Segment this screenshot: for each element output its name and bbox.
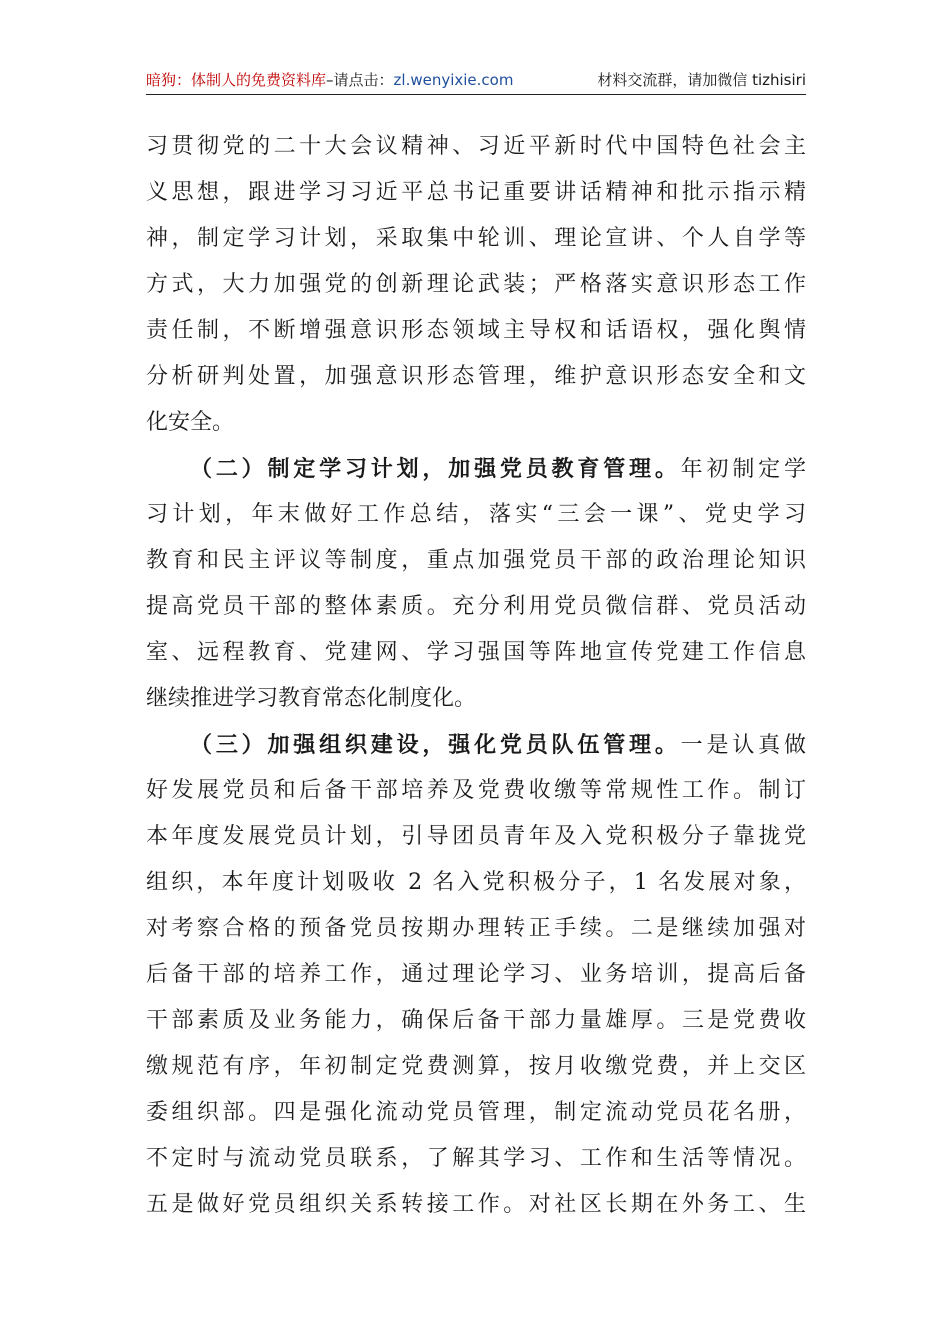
paragraph-line: 干部素质及业务能力，确保后备干部力量雄厚。三是党费收: [146, 1008, 806, 1033]
paragraph-line: 义思想，跟进学习习近平总书记重要讲话精神和批示指示精: [146, 180, 806, 205]
section-heading-2: （二）制定学习计划，加强党员教育管理。: [190, 456, 681, 482]
header-brand: 暗狗：体制人的免费资料库: [146, 71, 327, 89]
paragraph-line: 后备干部的培养工作，通过理论学习、业务培训，提高后备: [146, 962, 806, 987]
paragraph-line: 缴规范有序，年初制定党费测算，按月收缴党费，并上交区: [146, 1054, 806, 1079]
paragraph-line: 不定时与流动党员联系，了解其学习、工作和生活等情况。: [146, 1146, 806, 1171]
paragraph-first-line: [146, 722, 806, 768]
header-click-label: –请点击：: [326, 71, 394, 89]
paragraph-line: 化安全。: [146, 410, 235, 435]
paragraph-line: 室、远程教育、党建网、学习强国等阵地宣传党建工作信息: [146, 640, 806, 665]
paragraph-line: 五是做好党员组织关系转接工作。对社区长期在外务工、生: [146, 1192, 806, 1217]
paragraph-line: 继续推进学习教育常态化制度化。: [146, 686, 477, 711]
paragraph-line: 对考察合格的预备党员按期办理转正手续。二是继续加强对: [146, 916, 806, 941]
document-body: [146, 124, 806, 1228]
paragraph-line: 本年度发展党员计划，引导团员青年及入党积极分子靠拢党: [146, 824, 806, 849]
paragraph-text: 年初制定学: [680, 457, 806, 482]
paragraph-line: 组织，本年度计划吸收 2 名入党积极分子，1 名发展对象，: [146, 870, 806, 895]
paragraph-line: 神，制定学习计划，采取集中轮训、理论宣讲、个人自学等: [146, 226, 806, 251]
paragraph-line: 教育和民主评议等制度，重点加强党员干部的政治理论知识: [146, 548, 806, 573]
header-wechat-note: 材料交流群，请加微信 tizhisiri: [597, 71, 806, 89]
paragraph-line: 习贯彻党的二十大会议精神、习近平新时代中国特色社会主: [146, 134, 806, 159]
paragraph-first-line: [146, 446, 806, 492]
paragraph-line: 好发展党员和后备干部培养及党费收缴等常规性工作。制订: [146, 778, 806, 803]
paragraph-line: 责任制，不断增强意识形态领域主导权和话语权，强化舆情: [146, 318, 806, 343]
paragraph-line: 习计划，年末做好工作总结，落实“三会一课”、党史学习: [146, 502, 806, 527]
header-url-link[interactable]: zl.wenyixie.com: [393, 71, 514, 89]
paragraph-text: 一是认真做: [680, 733, 806, 758]
paragraph-line: 方式，大力加强党的创新理论武装；严格落实意识形态工作: [146, 272, 806, 297]
paragraph-line: 提高党员干部的整体素质。充分利用党员微信群、党员活动: [146, 594, 806, 619]
paragraph-line: 分析研判处置，加强意识形态管理，维护意识形态安全和文: [146, 364, 806, 389]
section-heading-3: （三）加强组织建设，强化党员队伍管理。: [190, 732, 681, 758]
document-header: [146, 66, 806, 95]
paragraph-line: 委组织部。四是强化流动党员管理，制定流动党员花名册，: [146, 1100, 806, 1125]
